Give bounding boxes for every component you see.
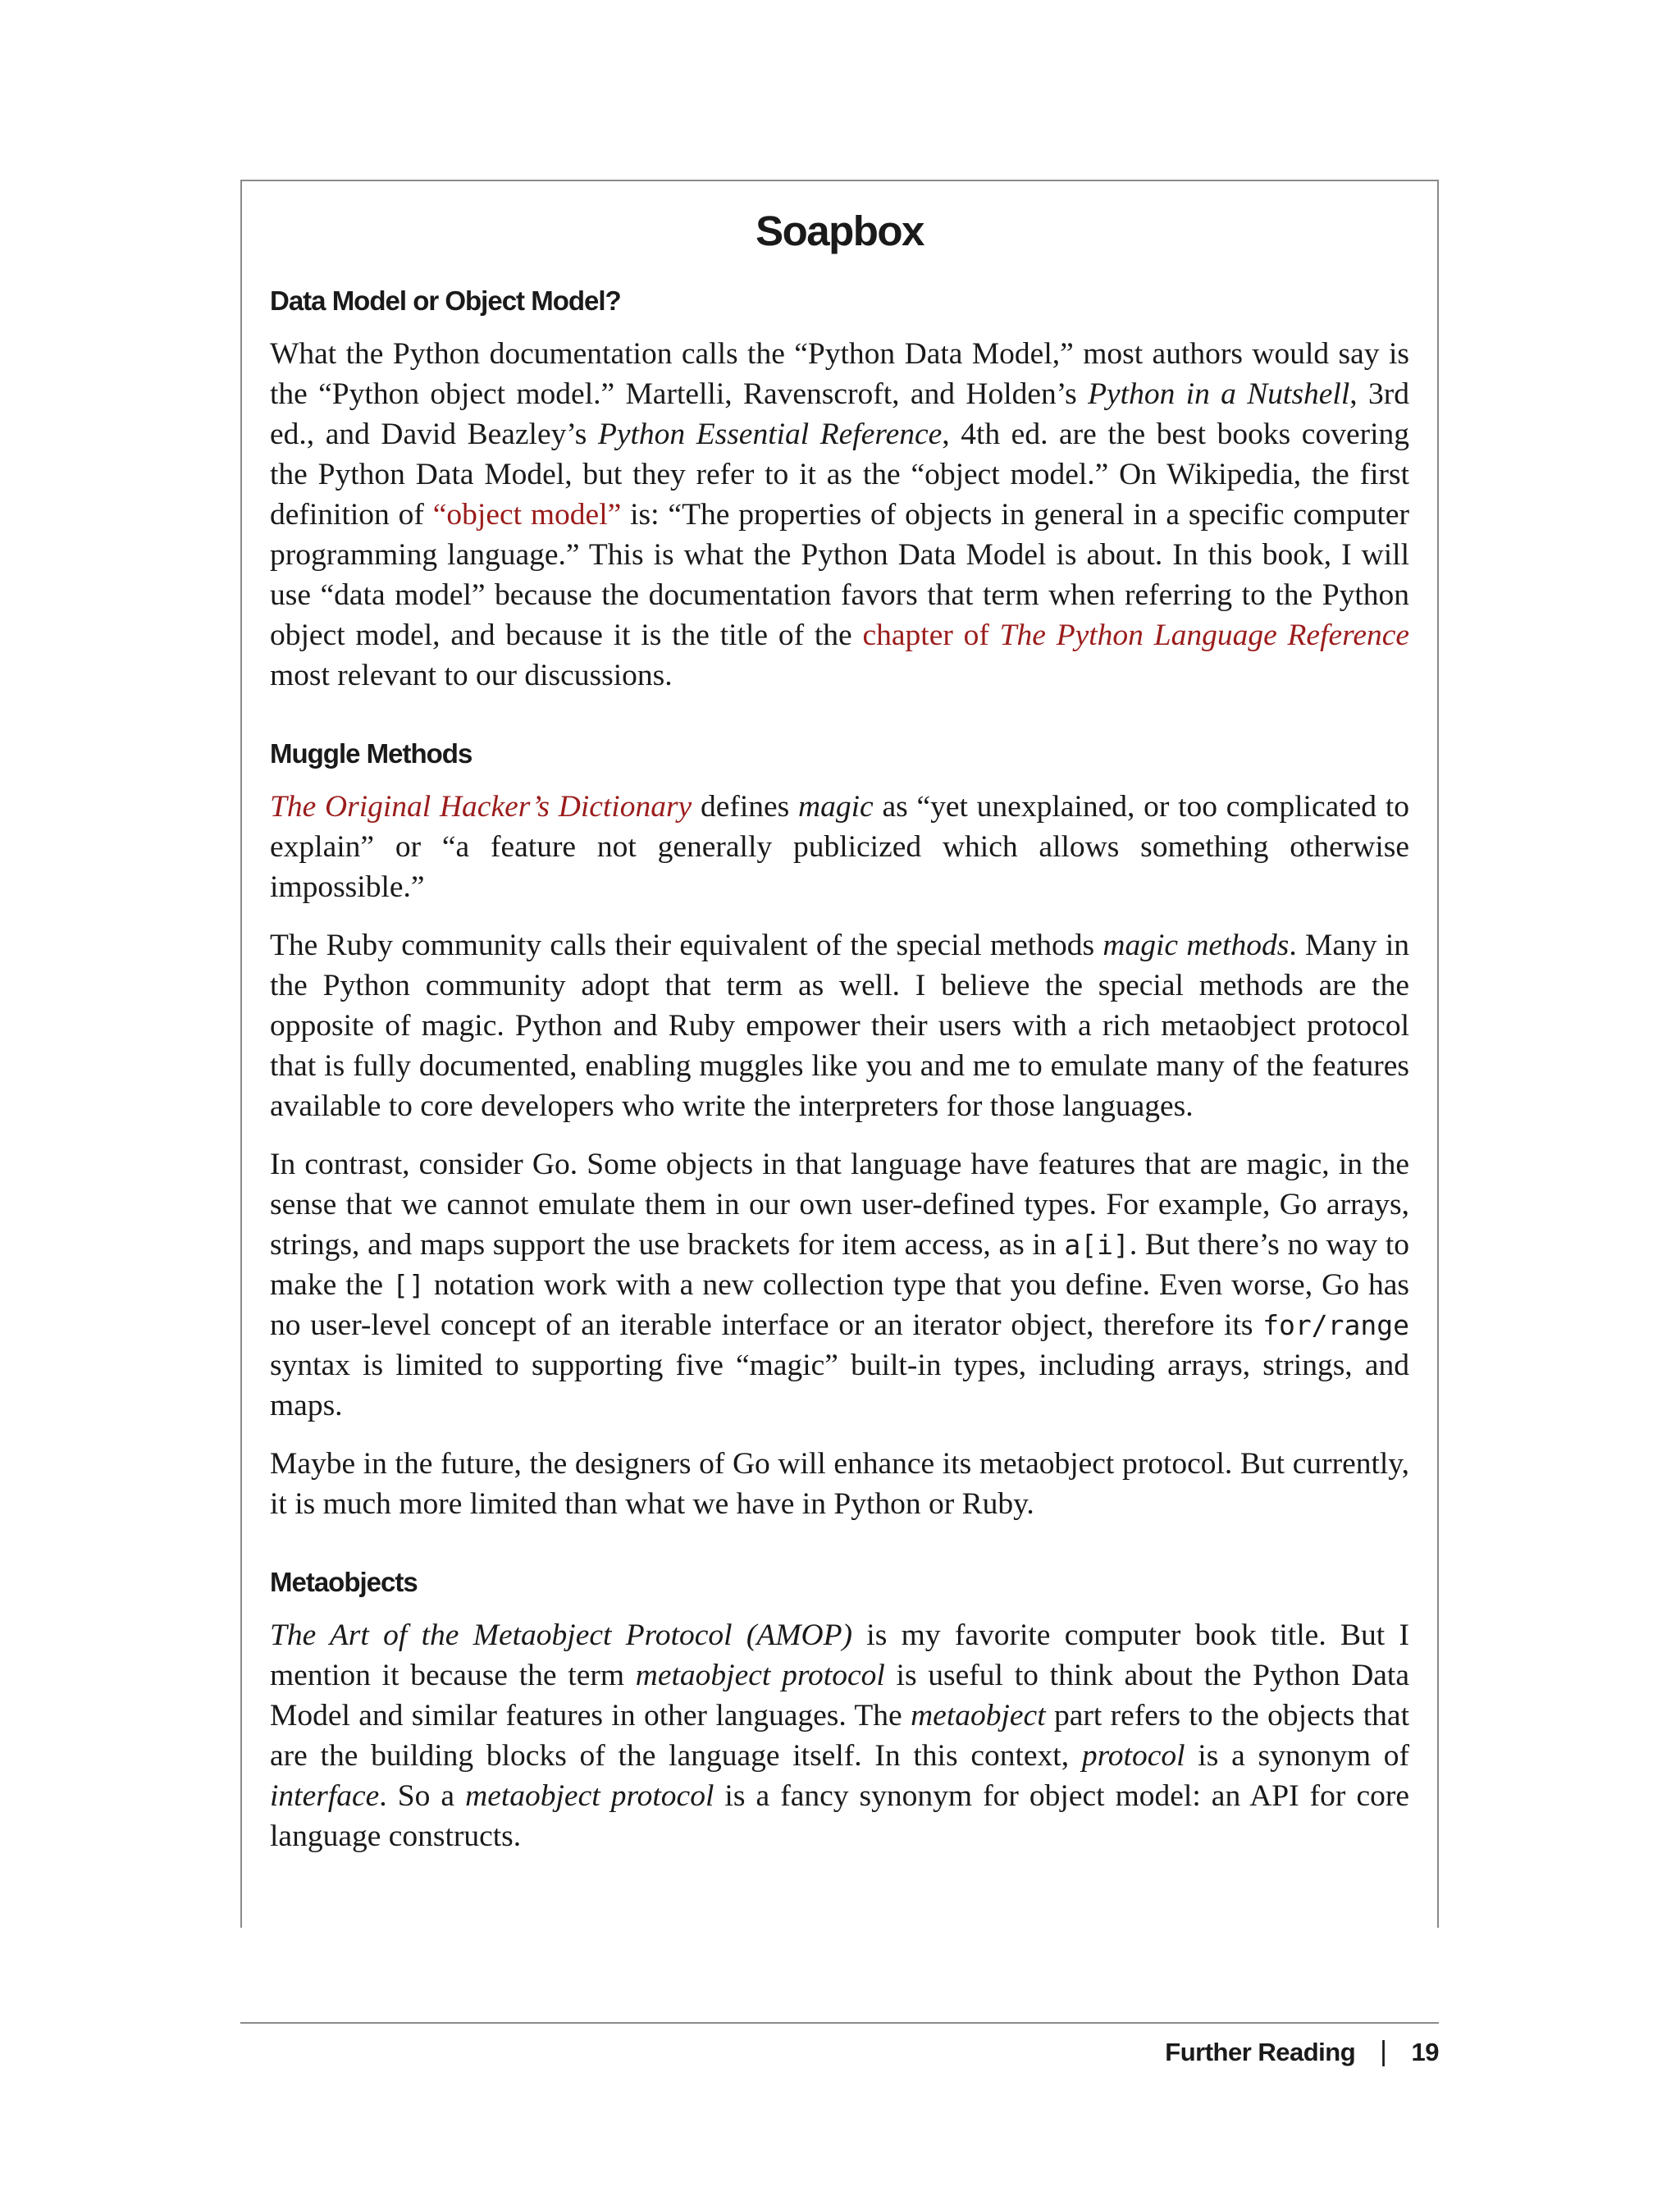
- text-run: . Many in the Python community adopt that term as well. I believe the special methods are the opposite of magic. Python and Ruby empower their users with a rich metaobject protocol that is fully documented, enabling muggles like you and me to emulate many of the features available to core developers who write the interpreters for those languages.: [270, 928, 1409, 1123]
- text-run: . But there’s no way to make the: [270, 1227, 1409, 1302]
- text-run: In contrast, consider Go. Some objects in that language have features that are magic, in the sense that we cannot emulate them in our own user-defined types. For example, Go arrays, strings, and maps support the use brackets for item access, as in: [270, 1147, 1409, 1262]
- link-language-reference-chapter[interactable]: [863, 619, 1410, 652]
- paragraph-go-contrast: [270, 1144, 1409, 1426]
- paragraph-data-model: [270, 334, 1409, 696]
- page-number: 19: [1411, 2037, 1439, 2066]
- text-run: is my favorite computer book title. But I mention it because the term: [270, 1618, 1409, 1692]
- text-run: What the Python documentation calls the “Python Data Model,” most authors would say is the “Python object model.” Martelli, Ravenscroft, and Holden’s: [270, 337, 1409, 412]
- sidebar-title: Soapbox: [756, 208, 924, 254]
- text-run: is useful to think about the Python Data Model and similar features in other languages. The: [270, 1658, 1409, 1732]
- text-run: . So a: [379, 1778, 466, 1813]
- text-run: syntax is limited to supporting five “magic” built-in types, including arrays, strings, and maps.: [270, 1348, 1409, 1422]
- footer-section-title: Further Reading: [1165, 2037, 1356, 2066]
- text-run: is a synonym of: [1185, 1738, 1409, 1773]
- text-run: , 4th ed. are the best books covering the Python Data Model, but they refer to it as the “object model.” On Wikipedia, the first definition of: [270, 418, 1410, 532]
- paragraph-ruby-community: [270, 925, 1409, 1126]
- text-run: as “yet unexplained, or too complicated to explain” or “a feature not generally publicized which allows something otherwise impossible.”: [270, 789, 1409, 904]
- section-heading-muggle-methods: Muggle Methods: [270, 738, 472, 769]
- paragraph-go-future: [270, 1444, 1409, 1524]
- term-interface: interface: [270, 1778, 380, 1813]
- section-heading-data-model: Data Model or Object Model?: [270, 285, 621, 317]
- link-text-italic: The Python Language Reference: [999, 619, 1410, 653]
- term-metaobject-protocol: metaobject protocol: [635, 1658, 885, 1692]
- text-run: The Ruby community calls their equivalent of the special methods: [270, 928, 1103, 962]
- text-run: is: “The properties of objects in general in a specific computer programming language.” This is what the Python Data Model is about. In this book, I will use “data model” because the documentation favors that term when referring to the Python object model, and because it is the title of the: [270, 498, 1409, 653]
- link-text: chapter of: [862, 619, 1000, 653]
- section-heading-metaobjects: Metaobjects: [270, 1566, 418, 1597]
- soapbox-content: [270, 206, 1409, 1874]
- code-for-range: for/range: [1262, 1308, 1409, 1341]
- term-metaobject-protocol: metaobject protocol: [465, 1778, 714, 1813]
- text-run: is a fancy synonym for object model: an API for core language constructs.: [270, 1778, 1409, 1853]
- term-magic-methods: magic methods: [1102, 928, 1290, 962]
- code-brackets: []: [392, 1268, 425, 1301]
- paragraph-hackers-dictionary: [270, 787, 1409, 907]
- page-footer: [1165, 2036, 1439, 2068]
- link-hackers-dictionary[interactable]: [270, 790, 692, 824]
- term-magic: magic: [798, 789, 874, 824]
- book-title-python-in-a-nutshell: Python in a Nutshell: [1088, 377, 1350, 412]
- term-metaobject: metaobject: [911, 1698, 1046, 1732]
- text-run: part refers to the objects that are the building blocks of the language itself. In this context,: [270, 1698, 1409, 1773]
- soapbox-sidebar: [240, 180, 1439, 1928]
- link-object-model[interactable]: “object model”: [432, 498, 622, 532]
- book-title-python-essential-reference: Python Essential Reference: [597, 418, 943, 452]
- footer-rule: [240, 2022, 1439, 2024]
- code-a-i: a[i]: [1064, 1228, 1130, 1261]
- book-title-amop: The Art of the Metaobject Protocol (AMOP): [270, 1618, 852, 1652]
- text-run: notation work with a new collection type that you define. Even worse, Go has no user-level concept of an iterable interface or an iterator object, therefore its: [270, 1267, 1409, 1342]
- paragraph-amop: [270, 1615, 1409, 1856]
- text-run: defines: [692, 789, 799, 824]
- footer-separator: |: [1380, 2036, 1387, 2067]
- link-text-italic: The Original Hacker’s Dictionary: [270, 789, 692, 824]
- text-run: most relevant to our discussions.: [270, 659, 673, 693]
- text-run: , 3rd ed., and David Beazley’s: [270, 377, 1409, 452]
- term-protocol: protocol: [1081, 1738, 1185, 1773]
- text-run: Maybe in the future, the designers of Go will enhance its metaobject protocol. But currently, it is much more limited than what we have in Python or Ruby.: [270, 1446, 1409, 1521]
